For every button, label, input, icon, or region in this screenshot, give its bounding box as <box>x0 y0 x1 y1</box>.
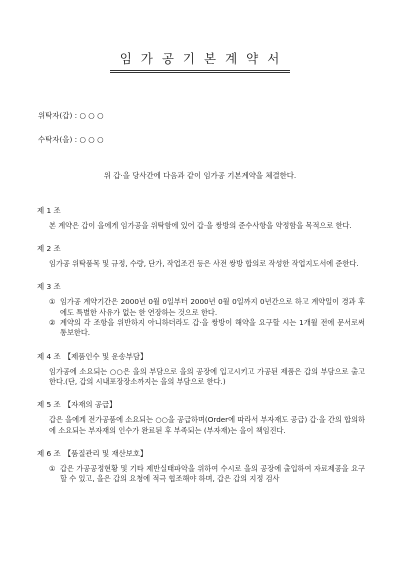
article-number: 제 5 조 <box>37 400 61 410</box>
article-heading <box>37 206 365 217</box>
article-text: 임가공에 소요되는 ○○은 을의 부담으로 을의 공장에 입고시키고 가공된 제품은 갑의 부담으로 출고한다.(단, 갑의 시내포장장소까지는 을의 부담으로 한다.) <box>49 366 365 386</box>
article-number: 제 6 조 <box>37 449 61 459</box>
party-a: 위탁자(갑) : ○ ○ ○ <box>38 111 104 120</box>
document-title: 임가공기본계약서 <box>110 50 291 73</box>
item-text: 계약의 각 조항을 위반하지 아니하더라도 갑·을 쌍방이 해약을 요구할 시는 1개월 전에 문서로써 통보한다. <box>60 317 365 338</box>
article-text: 본 계약은 갑이 을에게 임가공을 위탁함에 있어 갑·을 쌍방의 준수사항을 약정함을 목적으로 한다. <box>49 220 352 230</box>
article-title: 【제품인수 및 운송부담】 <box>63 351 148 361</box>
article-heading <box>37 282 365 293</box>
articles-list <box>37 206 365 498</box>
article-item <box>49 318 365 339</box>
article-number: 제 4 조 <box>37 351 61 361</box>
article-title: 【자재의 공급】 <box>63 400 117 410</box>
article-number: 제 3 조 <box>37 282 61 292</box>
item-mark: ① <box>49 463 56 473</box>
article-heading <box>37 400 365 411</box>
party-b: 수탁자(을) : ○ ○ ○ <box>38 135 104 144</box>
article-number: 제 2 조 <box>37 244 61 254</box>
article-6 <box>37 449 365 485</box>
article-text: 갑은 을에게 전가공품에 소요되는 ○○을 공급하며(Order에 따라서 부자재도 공급) 갑·을 간의 합의하에 소요되는 부자재의 인수가 완료된 후 부족되는 (부자재)는 을이 책임진다. <box>49 415 365 435</box>
article-text: 임가공 위탁품목 및 규정, 수량, 단가, 작업조건 등은 사전 쌍방 합의로 작성한 작업지도서에 준한다. <box>49 258 359 268</box>
article-title: 【품질관리 및 재산보호】 <box>63 449 148 459</box>
item-mark: ① <box>49 297 56 307</box>
intro-text: 위 갑·을 당사간에 다음과 같이 임가공 기본계약을 체결한다. <box>103 171 297 180</box>
article-item <box>49 297 365 318</box>
article-3 <box>37 282 365 338</box>
item-text: 임가공 계약기간은 2000년 0월 0일부터 2000년 0월 0일까지 0년간으로 하고 계약일이 경과 후에도 특별한 사유가 없는 한 연장하는 것으로 한다. <box>60 297 365 317</box>
article-number: 제 1 조 <box>37 206 61 215</box>
article-heading <box>37 449 365 460</box>
item-mark: ② <box>49 317 56 327</box>
article-5 <box>37 400 365 436</box>
article-heading <box>37 244 365 255</box>
article-2 <box>37 244 365 269</box>
article-4 <box>37 352 365 388</box>
article-1 <box>37 206 365 231</box>
article-item <box>49 464 365 485</box>
article-heading <box>37 352 365 363</box>
title-block <box>0 50 400 73</box>
item-text: 갑은 가공공정현황 및 기타 제반실태파악을 위하여 수시로 을의 공장에 출입하여 자료제공을 요구할 수 있고, 을은 갑의 요청에 적극 협조해야 하며, 갑은 갑의 지정 검사 <box>60 463 365 484</box>
